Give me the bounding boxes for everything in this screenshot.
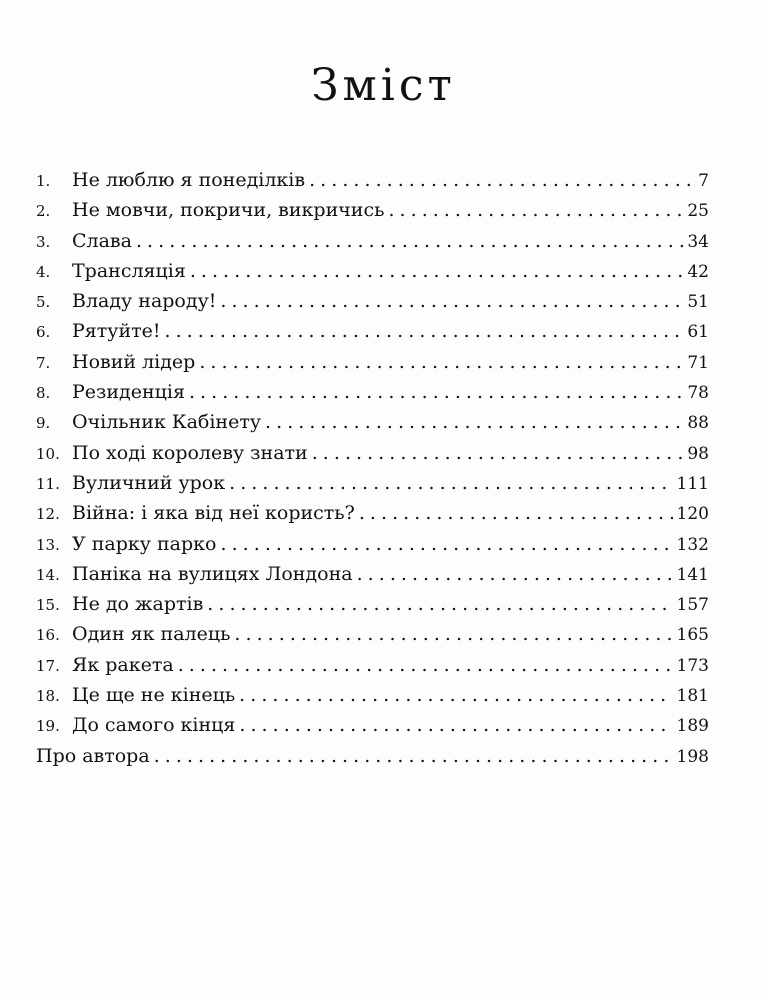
toc-entry-number: 12.: [36, 505, 60, 524]
toc-entry-title: Паніка на вулицях Лондона: [72, 562, 353, 585]
toc-entry-title: Про автора: [36, 744, 150, 767]
toc-entry-number: 8.: [36, 384, 51, 403]
toc-entry-number: 13.: [36, 535, 60, 554]
toc-dot-leader: [265, 407, 683, 437]
toc-entry-number: 7.: [36, 353, 51, 372]
toc-entry-number: 17.: [36, 656, 60, 675]
toc-entry-number: 14.: [36, 565, 60, 584]
toc-entry-page-number: 181: [676, 686, 709, 707]
toc-dot-leader: [388, 195, 683, 225]
toc-entry-page-number: 132: [676, 534, 709, 555]
toc-entry-number: 1.: [36, 172, 51, 190]
toc-dot-leader: [178, 650, 673, 680]
toc-dot-leader: [239, 680, 672, 710]
toc-entry: [36, 347, 709, 377]
toc-entry-title: Новий лідер: [72, 350, 196, 373]
toc-entry: [36, 741, 709, 771]
toc-entry-page-number: 7: [698, 171, 709, 191]
toc-entry-page-number: 198: [676, 746, 709, 767]
toc-entry-title: Один як палець: [72, 623, 231, 646]
toc-dot-leader: [190, 256, 684, 286]
toc-entry-number: 5.: [36, 293, 51, 312]
table-of-contents: [36, 165, 709, 771]
toc-entry-page-number: 173: [676, 655, 709, 676]
toc-entry-page-number: 61: [687, 322, 709, 343]
toc-dot-leader: [359, 498, 673, 528]
toc-entry-number: 6.: [36, 323, 51, 342]
toc-dot-leader: [165, 316, 684, 346]
toc-entry-page-number: 157: [676, 595, 709, 616]
toc-entry-title: Рятуйте!: [72, 320, 161, 343]
toc-entry-page-number: 71: [687, 352, 709, 373]
toc-entry-title: По ході королеву знати: [72, 441, 308, 464]
toc-entry-title: Очільник Кабінету: [72, 411, 262, 434]
toc-entry: [36, 468, 709, 498]
toc-entry-title: У парку парко: [72, 532, 217, 555]
toc-entry-number: 19.: [36, 717, 60, 736]
toc-dot-leader: [136, 226, 683, 256]
toc-entry-page-number: 189: [676, 716, 709, 737]
toc-dot-leader: [312, 438, 684, 468]
toc-entry-number: 16.: [36, 626, 60, 645]
toc-dot-leader: [189, 377, 683, 407]
toc-dot-leader: [234, 619, 672, 649]
toc-entry-number: 2.: [36, 202, 51, 221]
page-title: Зміст: [311, 60, 456, 111]
toc-entry-title: Владу народу!: [72, 290, 217, 313]
toc-entry: [36, 165, 709, 195]
toc-entry-title: Вуличний урок: [72, 471, 226, 494]
toc-entry-title: Не до жартів: [72, 593, 204, 616]
toc-entry: [36, 650, 709, 680]
toc-entry-number: 10.: [36, 444, 60, 463]
toc-dot-leader: [309, 165, 694, 195]
toc-entry: [36, 407, 709, 437]
toc-dot-leader: [239, 710, 672, 740]
toc-entry-title: Це ще не кінець: [72, 684, 236, 707]
toc-entry-page-number: 51: [687, 292, 709, 313]
toc-entry-page-number: 111: [676, 473, 709, 494]
toc-entry-title: Трансляція: [72, 259, 186, 282]
toc-entry-title: Резиденція: [72, 381, 185, 404]
toc-entry-title: Війна: і яка від неї користь?: [72, 502, 355, 525]
toc-dot-leader: [221, 529, 673, 559]
toc-entry: [36, 498, 709, 528]
toc-dot-leader: [357, 559, 673, 589]
toc-entry: [36, 286, 709, 316]
toc-entry: [36, 619, 709, 649]
toc-entry: [36, 316, 709, 346]
toc-entry-title: Слава: [72, 229, 132, 252]
toc-entry-page-number: 42: [687, 261, 709, 282]
toc-entry-page-number: 141: [676, 564, 709, 585]
toc-entry: [36, 256, 709, 286]
toc-dot-leader: [229, 468, 672, 498]
toc-entry-number: 9.: [36, 414, 51, 433]
toc-entry-page-number: 78: [687, 383, 709, 404]
toc-entry: [36, 710, 709, 740]
toc-entry: [36, 680, 709, 710]
toc-entry-number: 4.: [36, 262, 51, 281]
toc-dot-leader: [207, 589, 672, 619]
toc-entry-page-number: 25: [687, 201, 709, 222]
toc-entry: [36, 589, 709, 619]
toc-entry-title: До самого кінця: [72, 714, 236, 737]
toc-entry-page-number: 120: [676, 504, 709, 525]
toc-entry-number: 11.: [36, 474, 60, 493]
toc-entry-number: 3.: [36, 232, 51, 251]
toc-entry-title: Не мовчи, покричи, викричись: [72, 199, 385, 222]
toc-entry: [36, 559, 709, 589]
toc-entry: [36, 195, 709, 225]
toc-entry-page-number: 98: [687, 443, 709, 464]
toc-entry-page-number: 165: [676, 625, 709, 646]
toc-entry-title: Як ракета: [72, 653, 174, 676]
toc-entry-page-number: 88: [687, 413, 709, 434]
toc-entry-title: Не люблю я понеділків: [72, 169, 306, 191]
toc-entry: [36, 377, 709, 407]
toc-entry-number: 18.: [36, 687, 60, 706]
toc-entry: [36, 226, 709, 256]
toc-entry-number: 15.: [36, 596, 60, 615]
toc-entry-page-number: 34: [687, 231, 709, 252]
toc-entry: [36, 529, 709, 559]
toc-entry: [36, 438, 709, 468]
toc-dot-leader: [220, 286, 683, 316]
toc-dot-leader: [199, 347, 683, 377]
toc-dot-leader: [154, 741, 673, 771]
